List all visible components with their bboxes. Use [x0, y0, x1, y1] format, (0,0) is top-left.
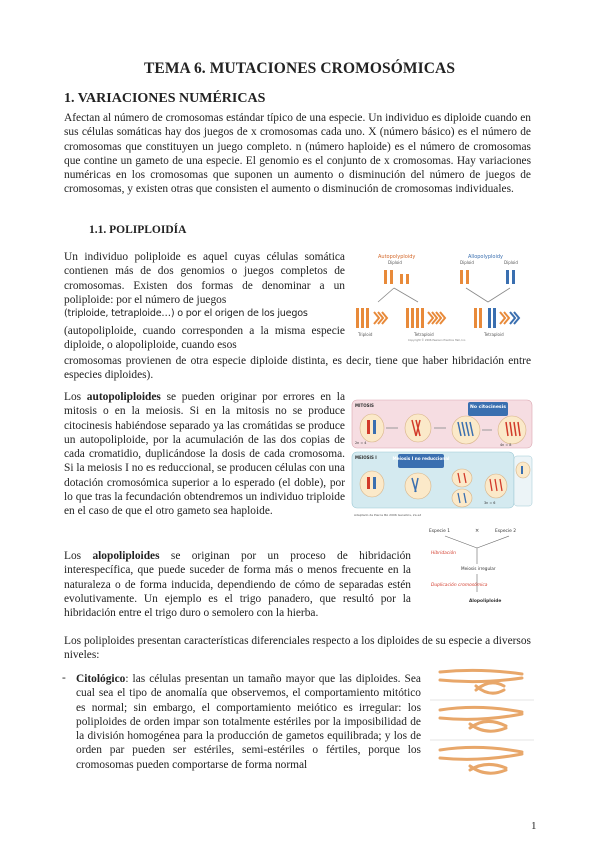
fig3-parent-a: Especie 1: [429, 529, 451, 534]
hybridization-diagram: [425, 522, 533, 620]
citologico-paragraph: Citológico: las células presentan un tamaño mayor que las diploides. Sea cual sea el tipo de anomalía que observemos, el comportamiento mitótico es normal; sin embargo, el comportamiento meiótico es irregular: los poliploides de orden impar son totalmente estériles por la imposibilidad de la división homogénea para la producción de gametos equilibrada; y los de orden par pueden ser estériles, semi-estériles o fértiles, porque los cromosomas pueden comportarse de forma normal: [76, 673, 421, 771]
fig2-mitosis-label: MITOSIS: [355, 403, 374, 408]
polyploidy-diagram: [348, 250, 532, 342]
fig2-caption: Adaptado de Pierce BA 2006 Genetics, 2a ed: [354, 513, 422, 517]
alopoliploides-term: alopoliploides: [92, 550, 160, 562]
fig1-allo-sub1: Diploid: [460, 260, 474, 265]
alopoliploides-paragraph: Los alopoliploides se originan por un proceso de hibridación interespecífica, que puede suceder de forma más o menos frecuente en la naturaleza o de forma inducida, dependiendo de cómo de separadas estén evolutivamente. Un ejemplo es el trigo panadero, que resultó por la hibridación entre el trigo duro o semolero con la hierba.: [64, 550, 411, 620]
section-heading-poliploidia: 1.1. POLIPLOIDÍA: [89, 224, 187, 236]
fig1-allo-label: Allopolyploidy: [468, 254, 503, 260]
poliploidia-paragraph-1: Un individuo poliploide es aquel cuyas células somática contienen más de dos genomios o juegos completos de cromosomas. Existen dos formas de denominar a un poliploide: por el número de juegos: [64, 251, 345, 306]
bullet-dash: -: [62, 672, 66, 684]
autopoliploides-term: autopoliploides: [86, 391, 161, 403]
intro-paragraph: Afectan al número de cromosomas estándar típico de una especie. Un individuo es diploide cuando en sus células somáticas hay dos juegos de x cromosomas cada uno. X (número básico) es el número de cromosomas que constituyen un juego completo. n (número haploide) es el número de cromosomas que contine un gameto de una especie. El genomio es el conjunto de x cromosomas. Hay variaciones numéricas en los cromosomas que suponen un aumento o disminución del número de juegos de cromosomas, y existen otras que consisten el aumento o disminución de cromosomas individuales.: [64, 112, 531, 196]
fig2-meiosis-label: MEIOSIS I: [355, 455, 377, 460]
fig3-alopoliploide: Alopoliploide: [469, 599, 502, 604]
section-heading-variaciones: 1. VARIACIONES NUMÉRICAS: [64, 91, 266, 106]
fig1-auto-label: Autopolyploidy: [378, 254, 416, 260]
fig3-parent-b: Especie 2: [495, 529, 517, 534]
fig1-triploid: Triploid: [358, 332, 373, 337]
fig1-auto-sub: Diploid: [388, 260, 402, 265]
fig2-3n-label: 3n = 6: [484, 501, 496, 505]
page-number: 1: [531, 820, 537, 832]
meiotic-pairing-figure: [430, 664, 534, 782]
svg-text:×: ×: [475, 528, 480, 534]
mitosis-meiosis-diagram: [350, 398, 534, 520]
fig1-tetraploid: Tetraploid: [414, 332, 434, 337]
fig2-no-citocinesis: No citocinesis: [470, 405, 506, 410]
meiotic-pairing-diagram: [430, 664, 534, 782]
mitosis-meiosis-figure: [350, 398, 534, 520]
poliploidia-paragraph-3: cromosomas provienen de otra especie diploide distinta, es decir, tiene que haber hibridación entre especies diploides).: [64, 355, 531, 382]
fig1-allo-sub2: Diploid: [504, 260, 518, 265]
fig3-meiosis-irregular: Meiosis irregular: [461, 566, 496, 571]
poliploidia-handwritten-line: (triploide, tetraploide…) o por el origen de los juegos: [64, 308, 308, 319]
fig2-2n-label: 2n = 4: [355, 441, 367, 445]
fig1-tetraploid-2: Tetraploid: [484, 332, 504, 337]
page-title: TEMA 6. MUTACIONES CROMOSÓMICAS: [143, 60, 456, 77]
citologico-term: Citológico: [76, 673, 126, 685]
levels-paragraph: Los poliploides presentan características diferenciales respecto a los diploides de su especie a diversos niveles:: [64, 635, 531, 662]
autopoliploides-paragraph: Los autopoliploides se pueden originar por errores en la mitosis o en la meiosis. Si en la mitosis no se produce citocinesis habiéndose separado ya las cromátidas se produce un autopoliploide, por la acumulación de las dos copias de cada cromatidio, duplicándose la dosis de cada cromosoma. Si la meiosis I no es reduccional, se producen células con una dotación cromosómica superior a lo esperado (el doble), por lo que tras la fecundación obtendremos un individuo triploide en el caso de que el otro gameto sea haploide.: [64, 391, 345, 518]
fig2-4n-label: 4n = 8: [500, 443, 512, 447]
hybridization-figure: [425, 522, 533, 620]
poliploidia-paragraph-2: (autopoliploide, cuando corresponden a la misma especie diploide, o alopoliploide, cuando esos: [64, 325, 345, 352]
fig3-duplicacion: Duplicación cromosómica: [431, 583, 488, 588]
fig2-no-reduccional: Meiosis I no reduccional: [392, 456, 450, 461]
polyploidy-figure: [348, 250, 532, 342]
fig1-copyright: Copyright © 2006 Pearson Prentice Hall, Inc.: [408, 339, 467, 342]
fig3-hibridacion: Hibridación: [431, 551, 456, 556]
